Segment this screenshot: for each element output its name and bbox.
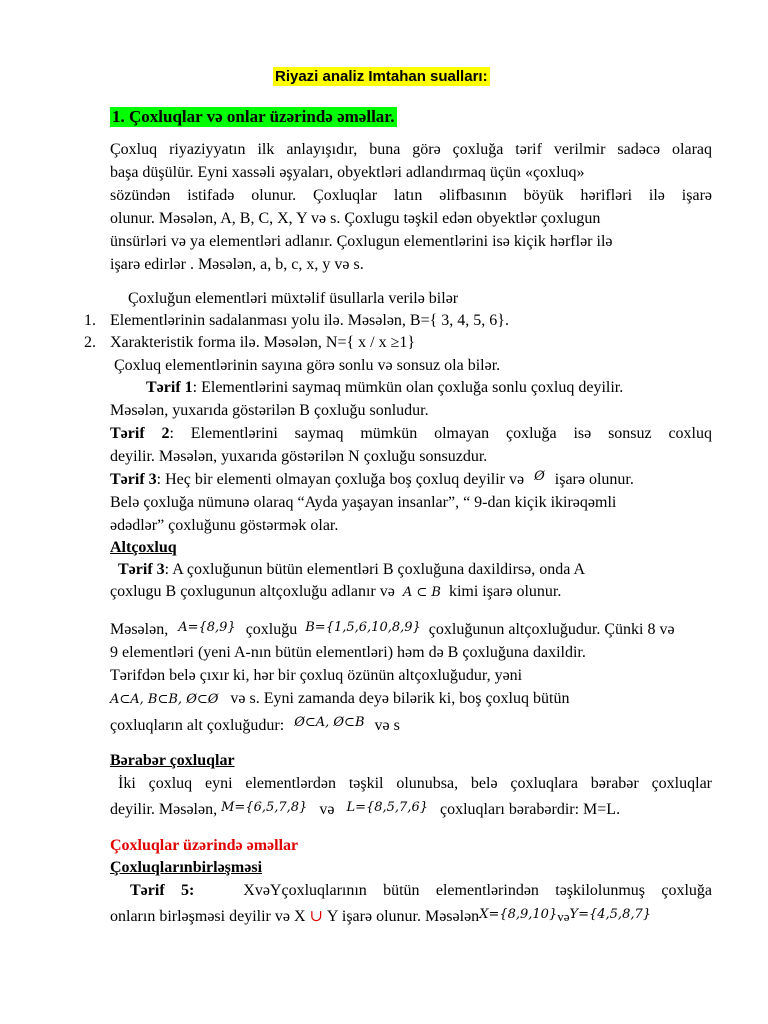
subset-example-text-f: və s (374, 717, 400, 734)
union-text-a: onların birləşməsi deyilir və X (110, 908, 306, 925)
definition-2-line-2: deyilir. Məsələn, yuxarıda göstərilən N çoxluğu sonsuzdur. (110, 448, 488, 465)
definition-1-line-1 (146, 378, 623, 398)
subset-definition-line-2 (110, 582, 561, 603)
subset-definition-line-1 (118, 560, 585, 580)
definition-3-text-a: : Heç bir elementi olmayan çoxluğa boş çoxluq deyilir və (156, 471, 525, 488)
empty-set-symbol: Ø (534, 469, 545, 484)
methods-number-1: 1. (84, 312, 96, 329)
subset-example-text-b: çoxluğu (245, 621, 298, 638)
set-l-formula: L={8,5,7,6} (346, 800, 428, 815)
section-heading-1: 1. Çoxluqlar və onlar üzərində əməllar. (112, 107, 395, 126)
equal-sets-text-b: və (319, 801, 335, 818)
intro-line-3: sözündən istifadə olunur. Çoxluqlar latın əlifbasının böyük hərifləri ilə işarə (110, 187, 712, 204)
equal-sets-heading: Bərabər çoxluqlar (110, 752, 235, 769)
union-definition-line-2 (110, 907, 651, 928)
methods-item-1: Elementlərinin sadalanması yolu ilə. Məsələn, B={ 3, 4, 5, 6}. (110, 312, 509, 329)
set-x-formula: X={8,9,10} (479, 907, 558, 922)
definition-1-label: Tərif 1 (146, 379, 193, 396)
methods-number-2: 2. (84, 334, 96, 351)
definition-1-text: : Elementlərini saymaq mümkün olan çoxluğa sonlu çoxluq deyilir. (192, 379, 624, 396)
self-subset-formula: A⊂A, B⊂B, Ø⊂Ø (110, 692, 219, 707)
subset-example-text-c: çoxluğunun altçoxluğudur. Çünki 8 və (428, 621, 675, 638)
operations-heading: Çoxluqlar üzərində əməllar (110, 837, 299, 854)
definition-3-text-b: işarə olunur. (554, 471, 634, 488)
document-title: Riyazi analiz Imtahan sualları: (275, 68, 488, 85)
subset-example-line-5 (110, 716, 400, 737)
subset-example-text-a: Məsələn, (110, 621, 169, 638)
definition-3-line-1 (110, 470, 634, 491)
set-y-formula: Y={4,5,8,7} (569, 907, 652, 922)
subset-definition-text-b: kimi işarə olunur. (448, 583, 562, 600)
definition-3-line-3: ədədlər” çoxluğunu göstərmək olar. (110, 517, 339, 534)
union-definition-line-1 (130, 881, 712, 901)
equal-sets-line-2 (110, 800, 620, 821)
intro-line-4: olunur. Məsələn, A, B, C, X, Y və s. Çoxlugu təşkil edən obyektlər çoxlugun (110, 210, 601, 227)
definition-3-label: Tərif 3 (110, 471, 157, 488)
union-heading: Çoxluqlarınbirləşməsi (110, 859, 263, 876)
intro-line-6: işarə edirlər . Məsələn, a, b, c, x, y və s. (110, 256, 364, 273)
intro-line-5: ünsürləri və ya elementləri adlanır. Çoxlugun elementlərini isə kiçik hərflər ilə (110, 233, 613, 250)
definition-1-line-2: Məsələn, yuxarıda göstərilən B çoxluğu sonludur. (110, 402, 429, 419)
subset-heading: Altçoxluq (110, 539, 177, 556)
definition-2-text: : Elementlərini saymaq mümkün olmayan çoxluğa isə sonsuz coxluq (169, 425, 713, 442)
subset-example-line-3: Tərifdən belə çıxır ki, hər bir çoxluq özünün altçoxluğudur, yəni (110, 667, 523, 684)
subset-definition-text-a: çoxlugu B çoxlugunun altçoxluğu adlanır və (110, 583, 395, 600)
subset-example-line-2: 9 elementləri (yeni A-nın bütün elementləri) həm də B çoxluğuna daxildir. (110, 644, 586, 661)
equal-sets-line-1: İki çoxluq eyni elementlərdən təşkil olunubsa, belə çoxluqlara bərabər çoxluqlar (118, 775, 712, 792)
union-text-c: və (557, 909, 570, 924)
subset-definition-label: Tərif 3 (118, 561, 165, 578)
union-text-b: Y işarə olunur. Məsələn (326, 908, 480, 925)
subset-example-line-1 (110, 620, 675, 641)
set-b-formula: B={1,5,6,10,8,9} (305, 620, 421, 635)
set-a-formula: A={8,9} (178, 620, 236, 635)
equal-sets-text-a: deyilir. Məsələn, (110, 801, 218, 818)
definition-2-label: Tərif 2 (110, 425, 170, 442)
intro-line-1: Çoxluq riyaziyyatın ilk anlayışıdır, buna görə çoxluğa tərif verilmir sadəcə olaraq (110, 141, 712, 158)
union-definition-label: Tərif 5: (130, 882, 195, 899)
set-m-formula: M={6,5,7,8} (221, 800, 308, 815)
subset-symbol: A ⊂ B (402, 585, 441, 600)
finite-note: Çoxluq elementlərinin sayına görə sonlu və sonsuz ola bilər. (114, 357, 501, 374)
subset-definition-text: : A çoxluğunun bütün elementləri B çoxluğuna daxildirsə, onda A (164, 561, 586, 578)
subset-example-text-e: çoxluqların alt çoxluğudur: (110, 717, 285, 734)
subset-example-text-d: və s. Eyni zamanda deyə bilərik ki, boş çoxluq bütün (230, 690, 570, 707)
methods-intro: Çoxluğun elementləri müxtəlif üsullarla verilə bilər (128, 290, 459, 307)
union-symbol: ∪ (309, 908, 323, 925)
equal-sets-text-c: çoxluqları bərabərdir: M=L. (440, 801, 621, 818)
intro-line-2: başa düşülür. Eyni xassəli əşyaları, obyektləri adlandırmaq üçün «çoxluq» (110, 164, 585, 181)
union-definition-text: XvəYçoxluqlarının bütün elementlərindən təşkilolunmuş çoxluğa (243, 882, 712, 899)
definition-3-line-2: Belə çoxluğa nümunə olaraq “Ayda yaşayan insanlar”, “ 9-dan kiçik ikirəqəmli (110, 494, 617, 511)
empty-subset-formula: Ø⊂A, Ø⊂B (294, 715, 365, 730)
definition-2-line-1 (110, 424, 712, 444)
subset-example-line-4 (110, 689, 569, 710)
methods-item-2: Xarakteristik forma ilə. Məsələn, N={ x / x ≥1} (110, 334, 416, 351)
